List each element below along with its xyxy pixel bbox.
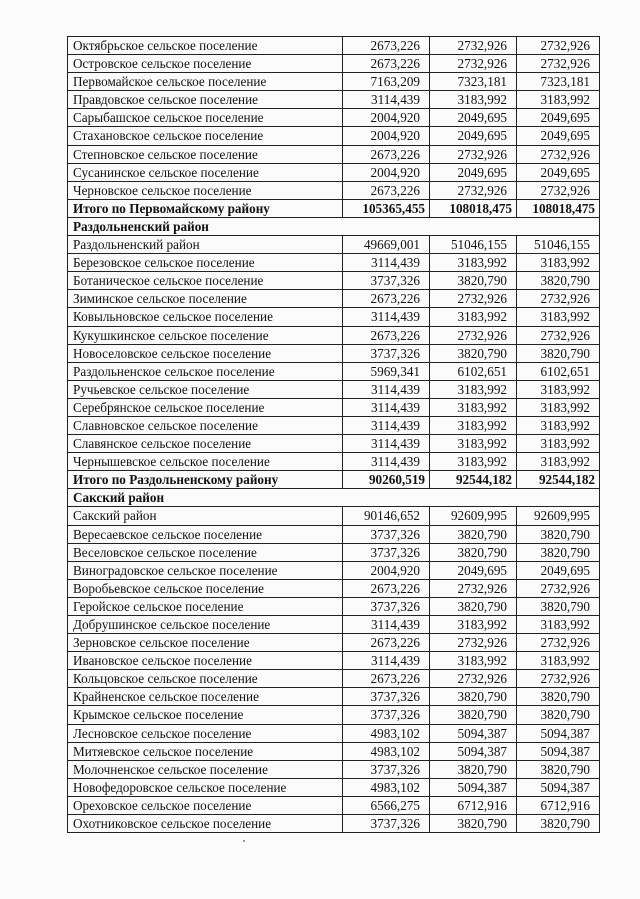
amount-year-1: 105365,455 — [343, 199, 430, 217]
amount-year-2: 2049,695 — [430, 109, 517, 127]
amount-year-1: 3737,326 — [343, 272, 430, 290]
amount-year-3: 3820,790 — [517, 760, 600, 778]
settlement-name: Раздольненское сельское поселение — [68, 362, 343, 380]
amount-year-2: 3820,790 — [430, 597, 517, 615]
amount-year-2: 2732,926 — [430, 326, 517, 344]
amount-year-2: 3820,790 — [430, 272, 517, 290]
settlement-name: Зерновское сельское поселение — [68, 634, 343, 652]
district-total-row — [68, 471, 600, 489]
table-row — [68, 380, 600, 398]
amount-year-2: 7323,181 — [430, 73, 517, 91]
settlement-name: Раздольненский район — [68, 236, 343, 254]
amount-year-1: 3737,326 — [343, 344, 430, 362]
settlement-name: Черновское сельское поселение — [68, 181, 343, 199]
settlement-name: Зиминское сельское поселение — [68, 290, 343, 308]
table-row — [68, 416, 600, 434]
amount-year-1: 2004,920 — [343, 163, 430, 181]
amount-year-1: 2673,226 — [343, 579, 430, 597]
table-row — [68, 398, 600, 416]
settlement-name: Веселовское сельское поселение — [68, 543, 343, 561]
table-row — [68, 254, 600, 272]
settlement-name: Славновское сельское поселение — [68, 416, 343, 434]
amount-year-3: 3183,992 — [517, 453, 600, 471]
amount-year-2: 51046,155 — [430, 236, 517, 254]
table-row — [68, 290, 600, 308]
settlement-name: Добрушинское сельское поселение — [68, 616, 343, 634]
table-row — [68, 706, 600, 724]
amount-year-2: 2732,926 — [430, 670, 517, 688]
amount-year-3: 5094,387 — [517, 724, 600, 742]
amount-year-1: 2673,226 — [343, 326, 430, 344]
amount-year-3: 3820,790 — [517, 815, 600, 833]
settlement-name: Первомайское сельское поселение — [68, 73, 343, 91]
amount-year-2: 3820,790 — [430, 525, 517, 543]
table-row — [68, 362, 600, 380]
amount-year-2: 108018,475 — [430, 199, 517, 217]
amount-year-1: 3737,326 — [343, 688, 430, 706]
settlement-name: Воробьевское сельское поселение — [68, 579, 343, 597]
amount-year-3: 3183,992 — [517, 308, 600, 326]
table-row — [68, 344, 600, 362]
amount-year-3: 3183,992 — [517, 652, 600, 670]
amount-year-1: 3737,326 — [343, 525, 430, 543]
table-row — [68, 507, 600, 525]
settlement-name: Серебрянское сельское поселение — [68, 398, 343, 416]
amount-year-3: 6712,916 — [517, 796, 600, 814]
amount-year-1: 3114,439 — [343, 308, 430, 326]
settlement-name: Охотниковское сельское поселение — [68, 815, 343, 833]
table-row — [68, 652, 600, 670]
amount-year-3: 5094,387 — [517, 778, 600, 796]
amount-year-2: 2732,926 — [430, 290, 517, 308]
amount-year-1: 3737,326 — [343, 760, 430, 778]
settlement-name: Славянское сельское поселение — [68, 435, 343, 453]
amount-year-1: 90146,652 — [343, 507, 430, 525]
settlement-name: Сакский район — [68, 507, 343, 525]
amount-year-3: 2732,926 — [517, 579, 600, 597]
table-row — [68, 37, 600, 55]
amount-year-3: 6102,651 — [517, 362, 600, 380]
district-header-row — [68, 489, 600, 507]
amount-year-2: 6712,916 — [430, 796, 517, 814]
table-row — [68, 109, 600, 127]
settlement-name: Вересаевское сельское поселение — [68, 525, 343, 543]
amount-year-1: 2673,226 — [343, 55, 430, 73]
amount-year-2: 2049,695 — [430, 127, 517, 145]
amount-year-3: 2049,695 — [517, 127, 600, 145]
table-row — [68, 181, 600, 199]
settlement-name: Правдовское сельское поселение — [68, 91, 343, 109]
amount-year-1: 7163,209 — [343, 73, 430, 91]
amount-year-3: 5094,387 — [517, 742, 600, 760]
amount-year-1: 2673,226 — [343, 670, 430, 688]
amount-year-2: 2732,926 — [430, 145, 517, 163]
amount-year-1: 3114,439 — [343, 435, 430, 453]
amount-year-3: 3820,790 — [517, 272, 600, 290]
amount-year-3: 3183,992 — [517, 380, 600, 398]
amount-year-2: 2049,695 — [430, 561, 517, 579]
amount-year-1: 3737,326 — [343, 815, 430, 833]
settlement-name: Кольцовское сельское поселение — [68, 670, 343, 688]
amount-year-2: 2049,695 — [430, 163, 517, 181]
amount-year-2: 3820,790 — [430, 344, 517, 362]
amount-year-3: 2732,926 — [517, 145, 600, 163]
amount-year-3: 51046,155 — [517, 236, 600, 254]
table-row — [68, 760, 600, 778]
amount-year-3: 2732,926 — [517, 290, 600, 308]
amount-year-3: 2732,926 — [517, 37, 600, 55]
amount-year-1: 3737,326 — [343, 597, 430, 615]
settlement-name: Островское сельское поселение — [68, 55, 343, 73]
table-row — [68, 543, 600, 561]
table-row — [68, 815, 600, 833]
amount-year-1: 2673,226 — [343, 181, 430, 199]
amount-year-1: 3114,439 — [343, 416, 430, 434]
amount-year-2: 2732,926 — [430, 37, 517, 55]
total-label: Итого по Первомайскому району — [68, 199, 343, 217]
table-row — [68, 326, 600, 344]
amount-year-2: 2732,926 — [430, 55, 517, 73]
settlement-name: Сусанинское сельское поселение — [68, 163, 343, 181]
settlement-name: Новоселовское сельское поселение — [68, 344, 343, 362]
amount-year-2: 5094,387 — [430, 778, 517, 796]
amount-year-2: 92609,995 — [430, 507, 517, 525]
amount-year-1: 2004,920 — [343, 127, 430, 145]
amount-year-2: 3183,992 — [430, 308, 517, 326]
amount-year-1: 3114,439 — [343, 652, 430, 670]
district-header: Раздольненский район — [68, 217, 600, 235]
amount-year-3: 92609,995 — [517, 507, 600, 525]
table-row — [68, 272, 600, 290]
table-row — [68, 597, 600, 615]
amount-year-3: 2049,695 — [517, 561, 600, 579]
amount-year-1: 4983,102 — [343, 724, 430, 742]
settlement-name: Кукушкинское сельское поселение — [68, 326, 343, 344]
amount-year-1: 3114,439 — [343, 398, 430, 416]
amount-year-1: 2004,920 — [343, 109, 430, 127]
amount-year-1: 5969,341 — [343, 362, 430, 380]
amount-year-3: 3183,992 — [517, 254, 600, 272]
amount-year-3: 3183,992 — [517, 616, 600, 634]
district-header-row — [68, 217, 600, 235]
amount-year-3: 3183,992 — [517, 435, 600, 453]
district-total-row — [68, 199, 600, 217]
amount-year-2: 2732,926 — [430, 181, 517, 199]
settlement-name: Крайненское сельское поселение — [68, 688, 343, 706]
table-row — [68, 616, 600, 634]
amount-year-2: 3183,992 — [430, 91, 517, 109]
amount-year-2: 3820,790 — [430, 543, 517, 561]
amount-year-1: 2673,226 — [343, 634, 430, 652]
amount-year-2: 5094,387 — [430, 724, 517, 742]
table-row — [68, 688, 600, 706]
table-row — [68, 145, 600, 163]
table-row — [68, 796, 600, 814]
amount-year-3: 2732,926 — [517, 634, 600, 652]
amount-year-3: 3820,790 — [517, 344, 600, 362]
amount-year-2: 6102,651 — [430, 362, 517, 380]
settlement-name: Ковыльновское сельское поселение — [68, 308, 343, 326]
district-header: Сакский район — [68, 489, 600, 507]
amount-year-2: 3183,992 — [430, 616, 517, 634]
amount-year-3: 3820,790 — [517, 597, 600, 615]
table-row — [68, 236, 600, 254]
amount-year-2: 3183,992 — [430, 254, 517, 272]
amount-year-2: 3820,790 — [430, 760, 517, 778]
amount-year-3: 2732,926 — [517, 55, 600, 73]
settlement-name: Геройское сельское поселение — [68, 597, 343, 615]
amount-year-3: 108018,475 — [517, 199, 600, 217]
table-row — [68, 525, 600, 543]
amount-year-1: 2004,920 — [343, 561, 430, 579]
amount-year-2: 3820,790 — [430, 688, 517, 706]
amount-year-1: 2673,226 — [343, 145, 430, 163]
settlement-name: Новофедоровское сельское поселение — [68, 778, 343, 796]
budget-table — [67, 36, 600, 833]
settlement-name: Ивановское сельское поселение — [68, 652, 343, 670]
settlement-name: Ручьевское сельское поселение — [68, 380, 343, 398]
table-row — [68, 308, 600, 326]
settlement-name: Виноградовское сельское поселение — [68, 561, 343, 579]
table-row — [68, 742, 600, 760]
table-row — [68, 73, 600, 91]
amount-year-3: 2049,695 — [517, 109, 600, 127]
table-row — [68, 163, 600, 181]
amount-year-3: 2049,695 — [517, 163, 600, 181]
settlement-name: Лесновское сельское поселение — [68, 724, 343, 742]
amount-year-2: 2732,926 — [430, 634, 517, 652]
amount-year-2: 92544,182 — [430, 471, 517, 489]
settlement-name: Митяевское сельское поселение — [68, 742, 343, 760]
total-label: Итого по Раздольненскому району — [68, 471, 343, 489]
table-row — [68, 724, 600, 742]
amount-year-3: 7323,181 — [517, 73, 600, 91]
settlement-name: Крымское сельское поселение — [68, 706, 343, 724]
settlement-name: Степновское сельское поселение — [68, 145, 343, 163]
table-row — [68, 670, 600, 688]
settlement-name: Ореховское сельское поселение — [68, 796, 343, 814]
amount-year-3: 3820,790 — [517, 688, 600, 706]
settlement-name: Стахановское сельское поселение — [68, 127, 343, 145]
amount-year-1: 3114,439 — [343, 91, 430, 109]
amount-year-1: 3737,326 — [343, 706, 430, 724]
settlement-name: Чернышевское сельское поселение — [68, 453, 343, 471]
settlement-name: Сарыбашское сельское поселение — [68, 109, 343, 127]
table-row — [68, 453, 600, 471]
settlement-name: Ботаническое сельское поселение — [68, 272, 343, 290]
amount-year-2: 3183,992 — [430, 453, 517, 471]
amount-year-2: 2732,926 — [430, 579, 517, 597]
table-row — [68, 55, 600, 73]
amount-year-1: 2673,226 — [343, 290, 430, 308]
amount-year-3: 2732,926 — [517, 181, 600, 199]
amount-year-3: 3820,790 — [517, 543, 600, 561]
amount-year-1: 3737,326 — [343, 543, 430, 561]
amount-year-3: 3820,790 — [517, 706, 600, 724]
amount-year-3: 3183,992 — [517, 91, 600, 109]
amount-year-3: 3183,992 — [517, 416, 600, 434]
amount-year-3: 92544,182 — [517, 471, 600, 489]
amount-year-1: 4983,102 — [343, 778, 430, 796]
amount-year-2: 3183,992 — [430, 435, 517, 453]
amount-year-3: 2732,926 — [517, 670, 600, 688]
settlement-name: Молочненское сельское поселение — [68, 760, 343, 778]
table-row — [68, 91, 600, 109]
table-row — [68, 579, 600, 597]
table-row — [68, 561, 600, 579]
amount-year-2: 3183,992 — [430, 398, 517, 416]
amount-year-1: 49669,001 — [343, 236, 430, 254]
amount-year-1: 2673,226 — [343, 37, 430, 55]
amount-year-1: 3114,439 — [343, 254, 430, 272]
amount-year-1: 6566,275 — [343, 796, 430, 814]
settlement-name: Октябрьское сельское поселение — [68, 37, 343, 55]
amount-year-1: 90260,519 — [343, 471, 430, 489]
table-row — [68, 778, 600, 796]
amount-year-2: 3820,790 — [430, 815, 517, 833]
table-row — [68, 435, 600, 453]
amount-year-1: 3114,439 — [343, 616, 430, 634]
table-body — [68, 37, 600, 833]
amount-year-2: 5094,387 — [430, 742, 517, 760]
table-row — [68, 127, 600, 145]
amount-year-1: 3114,439 — [343, 380, 430, 398]
amount-year-2: 3820,790 — [430, 706, 517, 724]
amount-year-3: 3820,790 — [517, 525, 600, 543]
amount-year-2: 3183,992 — [430, 652, 517, 670]
settlement-name: Березовское сельское поселение — [68, 254, 343, 272]
amount-year-1: 4983,102 — [343, 742, 430, 760]
amount-year-1: 3114,439 — [343, 453, 430, 471]
amount-year-2: 3183,992 — [430, 380, 517, 398]
amount-year-2: 3183,992 — [430, 416, 517, 434]
amount-year-3: 2732,926 — [517, 326, 600, 344]
scan-speck — [243, 840, 245, 842]
table-row — [68, 634, 600, 652]
amount-year-3: 3183,992 — [517, 398, 600, 416]
